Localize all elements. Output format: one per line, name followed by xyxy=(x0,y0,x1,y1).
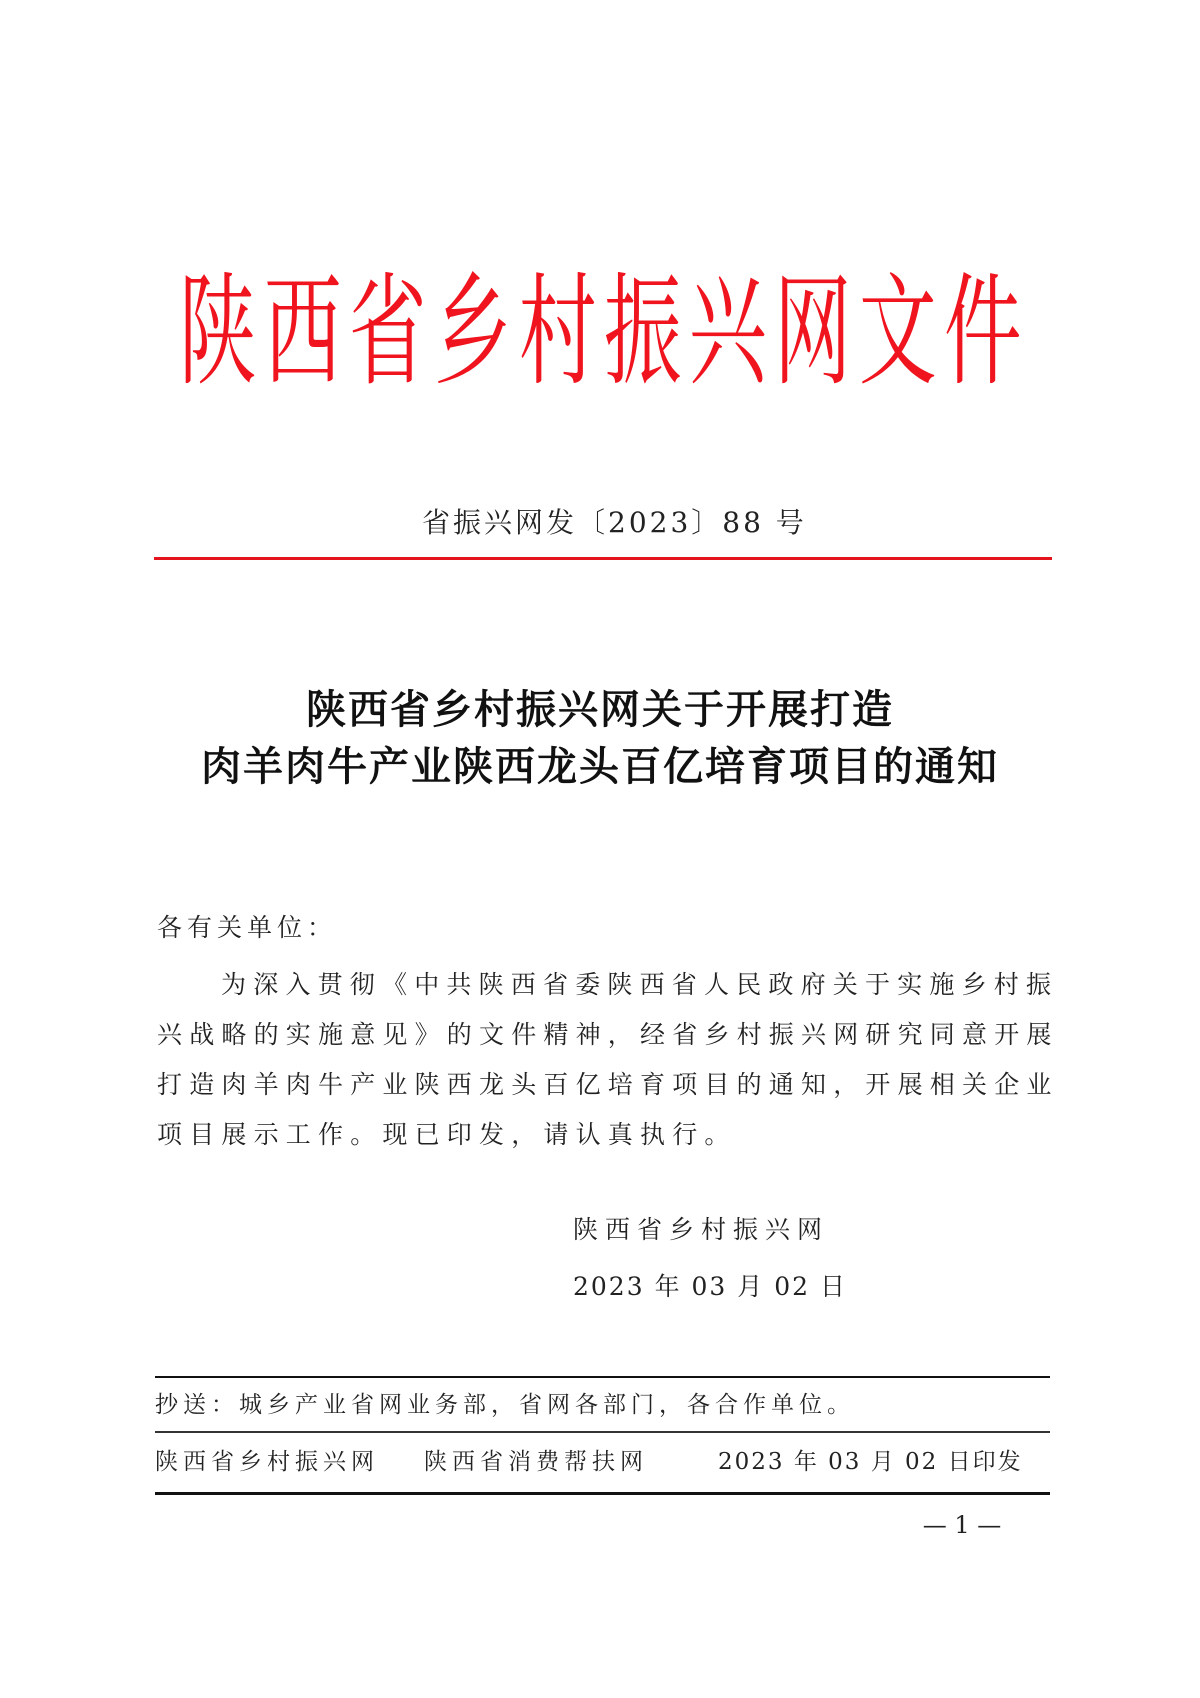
body-line: 项目展示工作。现已印发，请认真执行。 xyxy=(157,1120,737,1149)
issuer-banner-char: 乡 xyxy=(433,262,512,403)
document-title-line-1: 陕西省乡村振兴网关于开展打造 xyxy=(306,686,894,733)
footer-rule-middle xyxy=(155,1431,1050,1433)
footer-rule-top xyxy=(155,1376,1050,1378)
issuer-banner-char: 西 xyxy=(263,262,342,403)
body-line: 打造肉羊肉牛产业陕西龙头百亿培育项目的通知，开展相关企业 xyxy=(157,1070,1059,1099)
print-organization-1: 陕西省乡村振兴网 xyxy=(155,1449,379,1475)
issuer-banner xyxy=(167,262,1022,403)
page-number: — 1 — xyxy=(922,1511,1002,1539)
issuer-banner-char: 省 xyxy=(348,262,427,403)
footer-rule-bottom xyxy=(155,1492,1050,1495)
body-line: 兴战略的实施意见》的文件精神，经省乡村振兴网研究同意开展 xyxy=(157,1020,1059,1049)
red-divider xyxy=(154,557,1052,560)
issuer-banner-char: 陕 xyxy=(178,262,257,403)
body-line: 为深入贯彻《中共陕西省委陕西省人民政府关于实施乡村振 xyxy=(221,970,1059,999)
salutation: 各有关单位： xyxy=(157,913,338,942)
issuer-banner-char: 件 xyxy=(943,262,1022,403)
issuer-banner-char: 网 xyxy=(773,262,852,403)
issuer-banner-char: 振 xyxy=(603,262,682,403)
print-date: 2023 年 03 月 02 日印发 xyxy=(718,1449,1023,1475)
issuer-banner-char: 兴 xyxy=(688,262,767,403)
document-number: 省振兴网发〔2023〕88 号 xyxy=(422,506,807,539)
body-paragraph xyxy=(157,960,1059,1160)
signature-date: 2023 年 03 月 02 日 xyxy=(573,1272,847,1301)
signature-organization: 陕西省乡村振兴网 xyxy=(573,1215,830,1244)
issuer-banner-char: 村 xyxy=(518,262,597,403)
cc-list: 抄送：城乡产业省网业务部，省网各部门，各合作单位。 xyxy=(155,1392,855,1418)
print-organization-2: 陕西省消费帮扶网 xyxy=(424,1449,648,1475)
document-title-line-2: 肉羊肉牛产业陕西龙头百亿培育项目的通知 xyxy=(201,743,999,790)
issuer-banner-char: 文 xyxy=(858,262,937,403)
